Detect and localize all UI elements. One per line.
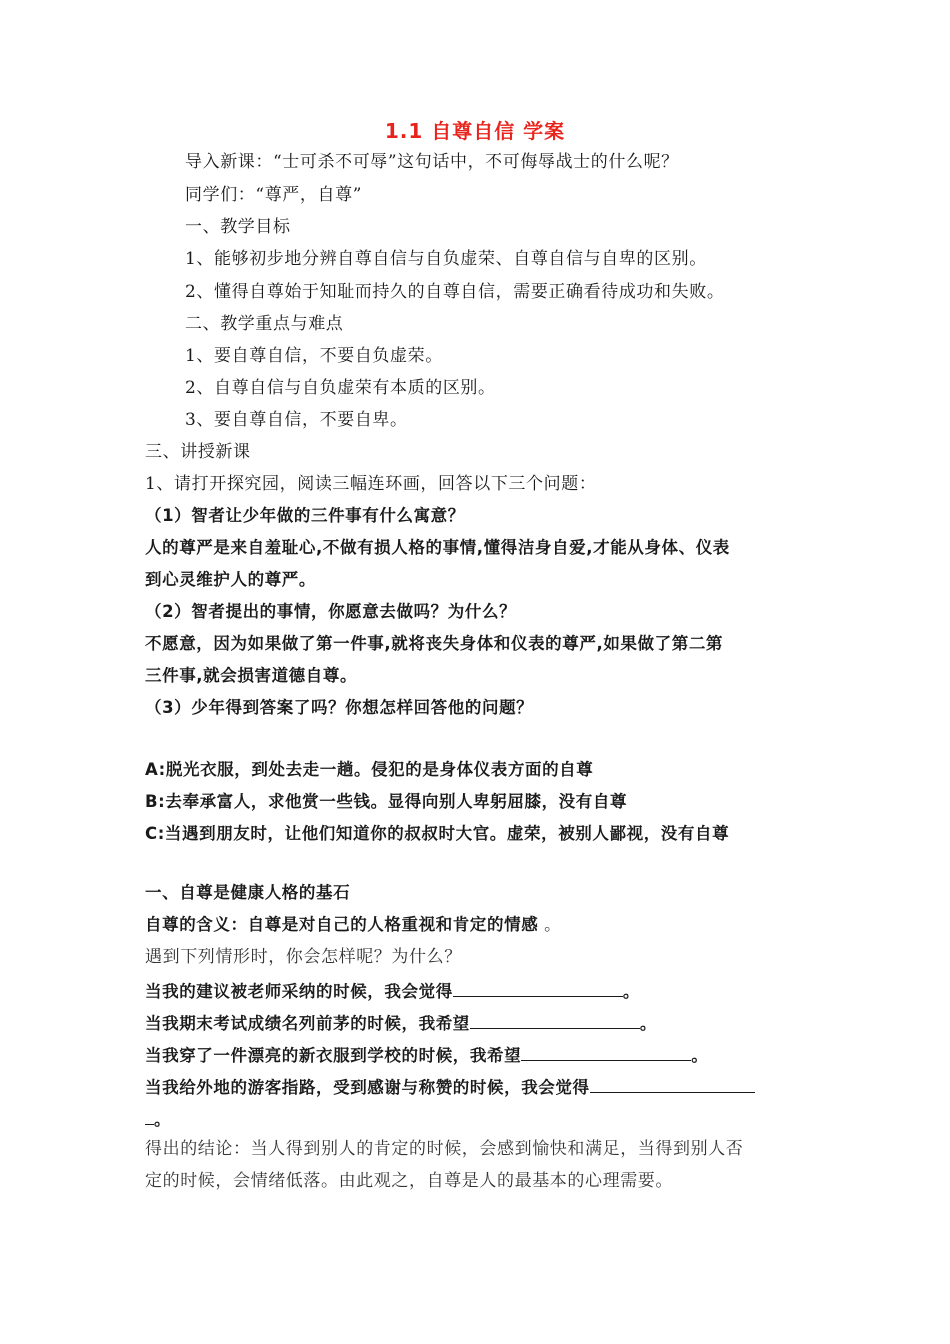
option-a: A:脱光衣服，到处去走一趟。侵犯的是身体仪表方面的自尊 <box>145 760 594 779</box>
answer-2-line-2: 三件事,就会损害道德自尊。 <box>145 666 358 685</box>
focus-item-2: 2、自尊自信与自负虚荣有本质的区别。 <box>185 378 496 398</box>
goals-item-1: 1、能够初步地分辨自尊自信与自负虚荣、自尊自信与自卑的区别。 <box>185 249 707 269</box>
conclusion-line-1: 得出的结论：当人得到别人的肯定的时候，会感到愉快和满足，当得到别人否 <box>145 1139 744 1159</box>
question-2: （2）智者提出的事情，你愿意去做吗？为什么？ <box>145 602 517 621</box>
situation-1: 当我的建议被老师采纳的时候，我会觉得 。 <box>145 978 640 1003</box>
answer-blank-1[interactable] <box>453 978 623 997</box>
answer-1-line-1: 人的尊严是来自羞耻心,不做有损人格的事情,懂得洁身自爱,才能从身体、仪表 <box>145 538 730 557</box>
focus-item-3: 3、要自尊自信，不要自卑。 <box>185 410 408 430</box>
situation-2: 当我期末考试成绩名列前茅的时候，我希望 。 <box>145 1010 657 1035</box>
option-c: C:当遇到朋友时，让他们知道你的叔叔时大官。虚荣，被别人鄙视，没有自尊 <box>145 824 730 843</box>
intro-answer: 同学们：“尊严，自尊” <box>185 185 362 205</box>
lecture-heading: 三、讲授新课 <box>145 442 251 462</box>
document-title: 1.1 自尊自信 学案 <box>384 119 566 143</box>
intro-question: 导入新课：“士可杀不可辱”这句话中，不可侮辱战士的什么呢？ <box>185 152 679 172</box>
self-respect-definition: 自尊的含义：自尊是对自己的人格重视和肯定的情感 。 <box>145 915 562 934</box>
answer-blank-3[interactable] <box>521 1042 691 1061</box>
conclusion-line-2: 定的时候，会情绪低落。由此观之，自尊是人的最基本的心理需要。 <box>145 1171 673 1191</box>
situation-prompt: 遇到下列情形时，你会怎样呢？为什么？ <box>145 947 462 967</box>
section-1-heading: 一、自尊是健康人格的基石 <box>145 883 351 902</box>
goals-item-2: 2、懂得自尊始于知耻而持久的自尊自信，需要正确看待成功和失败。 <box>185 282 725 302</box>
focus-item-1: 1、要自尊自信，不要自负虚荣。 <box>185 346 443 366</box>
situation-3: 当我穿了一件漂亮的新衣服到学校的时候，我希望 。 <box>145 1042 708 1067</box>
option-b: B:去奉承富人，求他赏一些钱。显得向别人卑躬屈膝，没有自尊 <box>145 792 628 811</box>
situation-4-continued: 。 <box>145 1106 171 1131</box>
focus-heading: 二、教学重点与难点 <box>185 314 344 334</box>
goals-heading: 一、教学目标 <box>185 217 291 237</box>
answer-2-line-1: 不愿意，因为如果做了第一件事,就将丧失身体和仪表的尊严,如果做了第二第 <box>145 634 724 653</box>
question-1: （1）智者让少年做的三件事有什么寓意？ <box>145 506 465 525</box>
answer-1-line-2: 到心灵维护人的尊严。 <box>145 570 316 589</box>
answer-blank-4[interactable] <box>590 1074 755 1093</box>
answer-blank-2[interactable] <box>470 1010 640 1029</box>
situation-4: 当我给外地的游客指路，受到感谢与称赞的时候，我会觉得 <box>145 1074 755 1099</box>
answer-blank-4-tail[interactable] <box>145 1106 154 1125</box>
lecture-task: 1、请打开探究园，阅读三幅连环画，回答以下三个问题： <box>145 474 597 494</box>
question-3: （3）少年得到答案了吗？你想怎样回答他的问题？ <box>145 698 534 717</box>
